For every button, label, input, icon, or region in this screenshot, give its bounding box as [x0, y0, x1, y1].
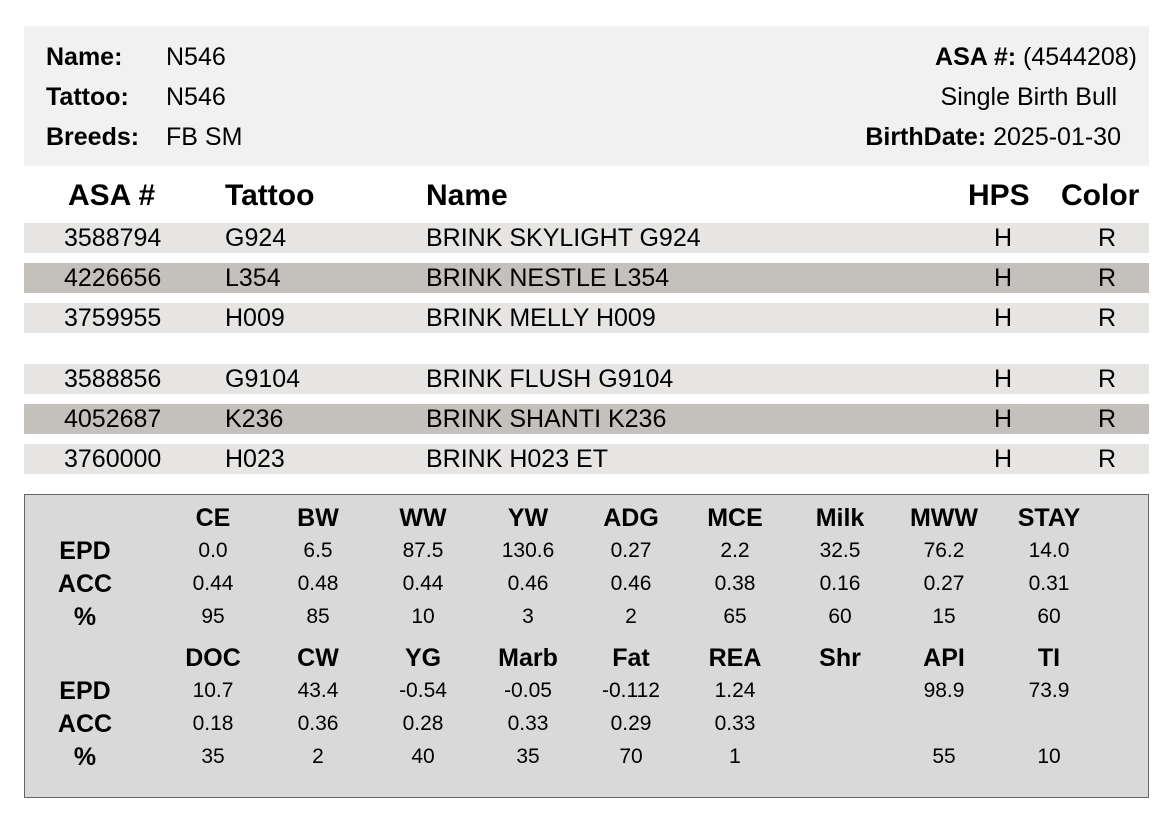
trait-header: CW — [297, 644, 339, 672]
col-header-asa: ASA # — [68, 179, 156, 212]
table-row — [24, 444, 1149, 474]
asa-value: (4544208) — [1023, 43, 1137, 71]
row-label-percentile: % — [73, 743, 97, 771]
table-row — [24, 404, 1149, 434]
row-name: BRINK SHANTI K236 — [426, 405, 667, 433]
epd-value-percentile: 2 — [312, 745, 324, 768]
asa-label: ASA #: — [935, 43, 1017, 71]
epd-value-acc: 0.16 — [819, 572, 861, 595]
epd-value-percentile: 1 — [729, 745, 741, 768]
epd-value-percentile: 60 — [1037, 605, 1061, 628]
epd-value-epd: 10.7 — [192, 679, 234, 702]
tattoo-field — [46, 82, 226, 112]
epd-value-acc: 0.46 — [507, 572, 549, 595]
epd-value-epd: 73.9 — [1028, 679, 1070, 702]
birth-type: Single Birth Bull — [940, 83, 1117, 111]
table-row — [24, 223, 1149, 253]
epd-value-acc: 0.36 — [297, 712, 339, 735]
row-tattoo: H009 — [225, 304, 285, 332]
row-name: BRINK FLUSH G9104 — [426, 365, 674, 393]
epd-value-epd: 0.0 — [198, 539, 228, 562]
row-tattoo: G924 — [225, 224, 287, 252]
epd-value-percentile: 3 — [522, 605, 534, 628]
row-label-acc: ACC — [57, 710, 113, 738]
row-tattoo: K236 — [225, 405, 284, 433]
epd-value-percentile: 40 — [411, 745, 435, 768]
row-hps: H — [994, 405, 1013, 433]
epd-value-epd: -0.05 — [504, 679, 552, 702]
epd-value-percentile: 2 — [625, 605, 637, 628]
epd-value-epd: 76.2 — [923, 539, 965, 562]
epd-value-acc: 0.48 — [297, 572, 339, 595]
epd-value-acc: 0.29 — [610, 712, 652, 735]
row-color: R — [1098, 365, 1117, 393]
asa-field — [935, 42, 1137, 72]
row-label-acc: ACC — [57, 570, 113, 598]
row-name: BRINK H023 ET — [426, 445, 609, 473]
epd-value-epd: 1.24 — [714, 679, 756, 702]
row-color: R — [1098, 264, 1117, 292]
epd-value-percentile: 70 — [619, 745, 643, 768]
epd-value-percentile: 15 — [932, 605, 956, 628]
row-color: R — [1098, 445, 1117, 473]
birthdate-value: 2025-01-30 — [993, 123, 1121, 151]
trait-header: Fat — [612, 644, 650, 672]
trait-header: Marb — [498, 644, 558, 672]
epd-value-acc: 0.38 — [714, 572, 756, 595]
epd-value-epd: 130.6 — [501, 539, 555, 562]
epd-value-percentile: 35 — [201, 745, 225, 768]
row-color: R — [1098, 304, 1117, 332]
tattoo-value: N546 — [166, 83, 226, 111]
row-asa: 3759955 — [64, 304, 162, 332]
row-name: BRINK MELLY H009 — [426, 304, 656, 332]
trait-header: ADG — [603, 504, 659, 532]
trait-header: API — [923, 644, 965, 672]
epd-value-acc: 0.44 — [402, 572, 444, 595]
trait-header: YG — [404, 644, 442, 672]
epd-value-epd: 87.5 — [402, 539, 444, 562]
epd-value-acc: 0.46 — [610, 572, 652, 595]
epd-value-epd: 98.9 — [923, 679, 965, 702]
row-color: R — [1098, 224, 1117, 252]
epd-value-epd: 2.2 — [720, 539, 750, 562]
trait-header: STAY — [1017, 504, 1081, 532]
row-label-epd: EPD — [59, 537, 111, 565]
row-asa: 3588856 — [64, 365, 162, 393]
epd-value-acc: 0.31 — [1028, 572, 1070, 595]
row-label-epd: EPD — [59, 677, 111, 705]
epd-value-percentile: 65 — [723, 605, 747, 628]
birthdate-label: BirthDate: — [865, 123, 987, 151]
tattoo-label: Tattoo: — [46, 83, 129, 111]
epd-value-percentile: 35 — [516, 745, 540, 768]
trait-header: MWW — [909, 504, 979, 532]
epd-value-percentile: 95 — [201, 605, 225, 628]
col-header-name: Name — [426, 179, 508, 212]
name-value: N546 — [166, 43, 226, 71]
epd-panel — [24, 494, 1149, 798]
row-tattoo: L354 — [225, 264, 281, 292]
trait-header: CE — [195, 504, 231, 532]
row-tattoo: H023 — [225, 445, 285, 473]
trait-header: REA — [708, 644, 762, 672]
epd-value-epd: -0.54 — [399, 679, 447, 702]
trait-header: Milk — [815, 504, 865, 532]
epd-value-epd: 14.0 — [1028, 539, 1070, 562]
trait-header: MCE — [707, 504, 763, 532]
col-header-color: Color — [1061, 179, 1140, 212]
col-header-hps: HPS — [968, 179, 1030, 212]
table-row — [24, 303, 1149, 333]
table-row — [24, 364, 1149, 394]
epd-value-acc: 0.18 — [192, 712, 234, 735]
row-hps: H — [994, 445, 1013, 473]
breeds-value: FB SM — [166, 123, 243, 151]
epd-value-percentile: 10 — [1037, 745, 1061, 768]
epd-value-percentile: 60 — [828, 605, 852, 628]
epd-value-epd: 0.27 — [610, 539, 652, 562]
epd-value-acc: 0.44 — [192, 572, 234, 595]
row-hps: H — [994, 365, 1013, 393]
trait-header: WW — [399, 504, 447, 532]
row-asa: 3760000 — [64, 445, 162, 473]
row-asa: 3588794 — [64, 224, 162, 252]
trait-header: DOC — [185, 644, 241, 672]
row-name: BRINK SKYLIGHT G924 — [426, 224, 701, 252]
breeds-field — [46, 122, 242, 152]
row-hps: H — [994, 264, 1013, 292]
col-header-tattoo: Tattoo — [225, 179, 315, 212]
row-asa: 4052687 — [64, 405, 162, 433]
trait-header: Shr — [819, 644, 861, 672]
name-field — [46, 42, 226, 72]
row-asa: 4226656 — [64, 264, 162, 292]
trait-header: YW — [507, 504, 549, 532]
epd-value-acc: 0.33 — [507, 712, 549, 735]
row-hps: H — [994, 224, 1013, 252]
epd-value-epd: 43.4 — [297, 679, 339, 702]
epd-value-acc: 0.28 — [402, 712, 444, 735]
breeds-label: Breeds: — [46, 123, 140, 151]
table-row — [24, 263, 1149, 293]
epd-value-acc: 0.33 — [714, 712, 756, 735]
birthdate-field — [865, 122, 1121, 152]
epd-value-epd: -0.112 — [602, 679, 660, 702]
epd-value-epd: 6.5 — [303, 539, 333, 562]
epd-value-acc: 0.27 — [923, 572, 965, 595]
row-hps: H — [994, 304, 1013, 332]
trait-header: TI — [1037, 644, 1061, 672]
row-label-percentile: % — [73, 603, 97, 631]
epd-value-percentile: 85 — [306, 605, 330, 628]
animal-header — [24, 26, 1149, 166]
epd-value-epd: 32.5 — [819, 539, 861, 562]
name-label: Name: — [46, 43, 123, 71]
epd-value-percentile: 55 — [932, 745, 956, 768]
row-color: R — [1098, 405, 1117, 433]
trait-header: BW — [297, 504, 339, 532]
row-name: BRINK NESTLE L354 — [426, 264, 670, 292]
epd-value-percentile: 10 — [411, 605, 435, 628]
row-tattoo: G9104 — [225, 365, 301, 393]
